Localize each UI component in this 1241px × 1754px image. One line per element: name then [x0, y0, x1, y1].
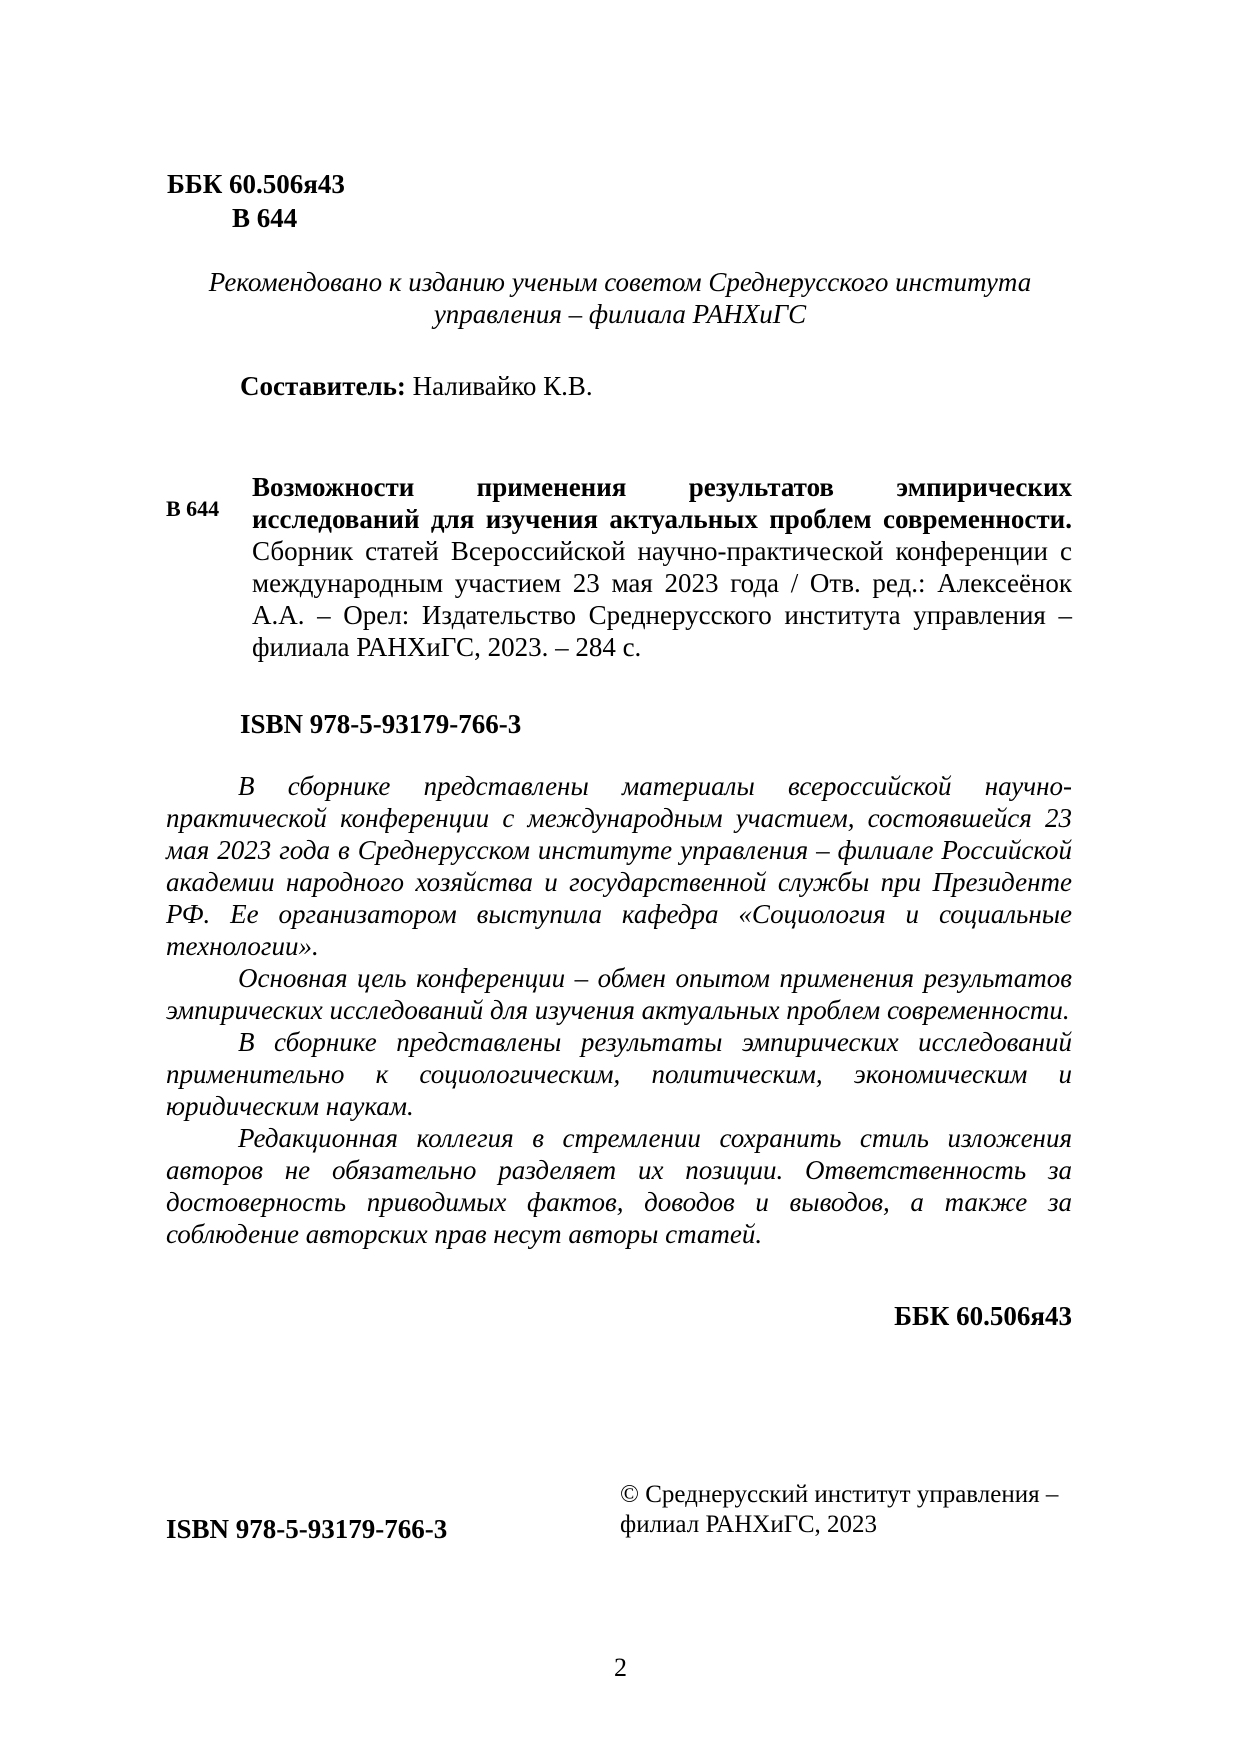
page-number: 2 [614, 1653, 627, 1682]
isbn-bottom: ISBN 978-5-93179-766-3 [166, 1514, 448, 1544]
abstract-paragraph: Редакционная коллегия в стремлении сохранить стиль изложения авторов не обязательно разделяет их позиции. Ответственность за достоверность приводимых фактов, доводов и выводов, а также за соблюдение авторских прав несут авторы статей. [166, 1123, 1072, 1249]
library-code-top: В 644 [232, 203, 298, 233]
compiler-line [240, 370, 593, 402]
abstract-paragraph: В сборнике представлены результаты эмпирических исследований применительно к социологическим, политическим, экономическим и юридическим наукам. [166, 1027, 1072, 1121]
abstract [166, 770, 1072, 1250]
bbk-code-top: ББК 60.506я43 [167, 169, 345, 199]
abstract-paragraph: В сборнике представлены материалы всероссийской научно-практической конференции с международным участием, состоявшейся 23 мая 2023 года в Среднерусском институте управления – филиале Российской академии народного хозяйства и государственной службы при Президенте РФ. Ее организатором выступила кафедра «Социология и социальные технологии». [166, 771, 1072, 961]
bibliographic-entry [252, 471, 1072, 663]
recommendation-note: Рекомендовано к изданию ученым советом Среднерусского института управления – филиала РАНХиГС [208, 267, 1032, 329]
entry-title: Возможности применения результатов эмпирических исследований для изучения актуальных проблем современности. [252, 472, 1072, 534]
entry-description: Сборник статей Всероссийской научно-практической конференции с международным участием 23 мая 2023 года / Отв. ред.: Алексеёнок А.А. – Орел: Издательство Среднерусского института управления – филиала РАНХиГС, 2023. – 284 с. [252, 536, 1072, 662]
abstract-paragraph: Основная цель конференции – обмен опытом применения результатов эмпирических исследований для изучения актуальных проблем современности. [166, 963, 1072, 1025]
isbn-entry: ISBN 978-5-93179-766-3 [240, 709, 522, 739]
copyright-notice: © Среднерусский институт управления – филиал РАНХиГС, 2023 [620, 1481, 1059, 1538]
compiler-name: Наливайко К.В. [405, 371, 593, 401]
compiler-label: Составитель: [240, 371, 406, 401]
entry-code: В 644 [166, 496, 220, 521]
bbk-code-bottom: ББК 60.506я43 [894, 1301, 1072, 1331]
